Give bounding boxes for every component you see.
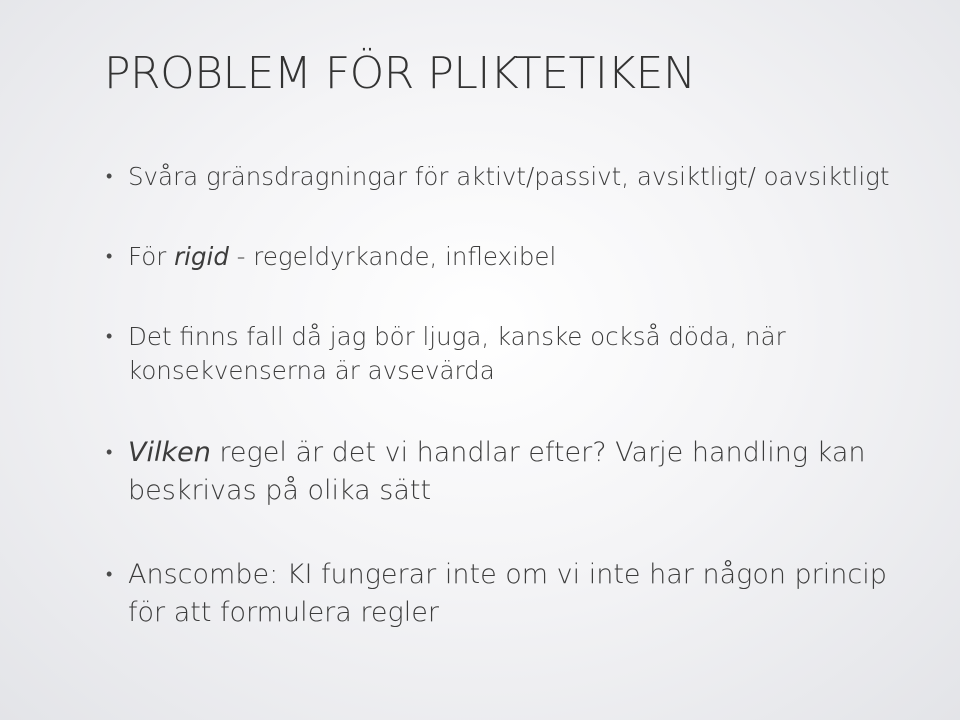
bullet-text xyxy=(128,162,889,191)
bullet-item xyxy=(104,320,924,388)
bullet-text-italic: rigid xyxy=(174,242,229,271)
bullet-text-part: Anscombe: KI fungerar inte om vi inte har någon princip för att formulera regler xyxy=(128,559,887,628)
bullet-text-part: regel är det vi handlar efter? Varje handling kan beskrivas på olika sätt xyxy=(128,437,866,506)
bullet-text-part: Det finns fall då jag bör ljuga, kanske också döda, när konsekvenserna är avsevärda xyxy=(128,322,786,385)
bullet-dot-icon: • xyxy=(106,564,113,585)
bullet-dot-icon: • xyxy=(106,246,113,267)
bullet-list xyxy=(104,160,924,632)
bullet-dot-icon: • xyxy=(106,326,113,347)
bullet-text xyxy=(128,242,556,271)
bullet-text xyxy=(128,437,866,506)
bullet-text-part: För xyxy=(128,242,175,271)
bullet-item xyxy=(104,556,924,632)
bullet-text-italic: Vilken xyxy=(128,437,211,468)
bullet-item xyxy=(104,160,924,194)
bullet-dot-icon: • xyxy=(106,166,113,187)
slide-title: PROBLEM FÖR PLIKTETIKEN xyxy=(104,48,696,99)
bullet-text xyxy=(128,322,786,385)
bullet-text-part: Svåra gränsdragningar för aktivt/passivt, avsiktligt/ oavsiktligt xyxy=(128,162,890,191)
bullet-text-part: - regeldyrkande, inflexibel xyxy=(228,242,557,271)
bullet-item xyxy=(104,434,924,510)
bullet-item xyxy=(104,240,924,274)
bullet-text xyxy=(128,559,887,628)
bullet-dot-icon: • xyxy=(106,442,113,463)
